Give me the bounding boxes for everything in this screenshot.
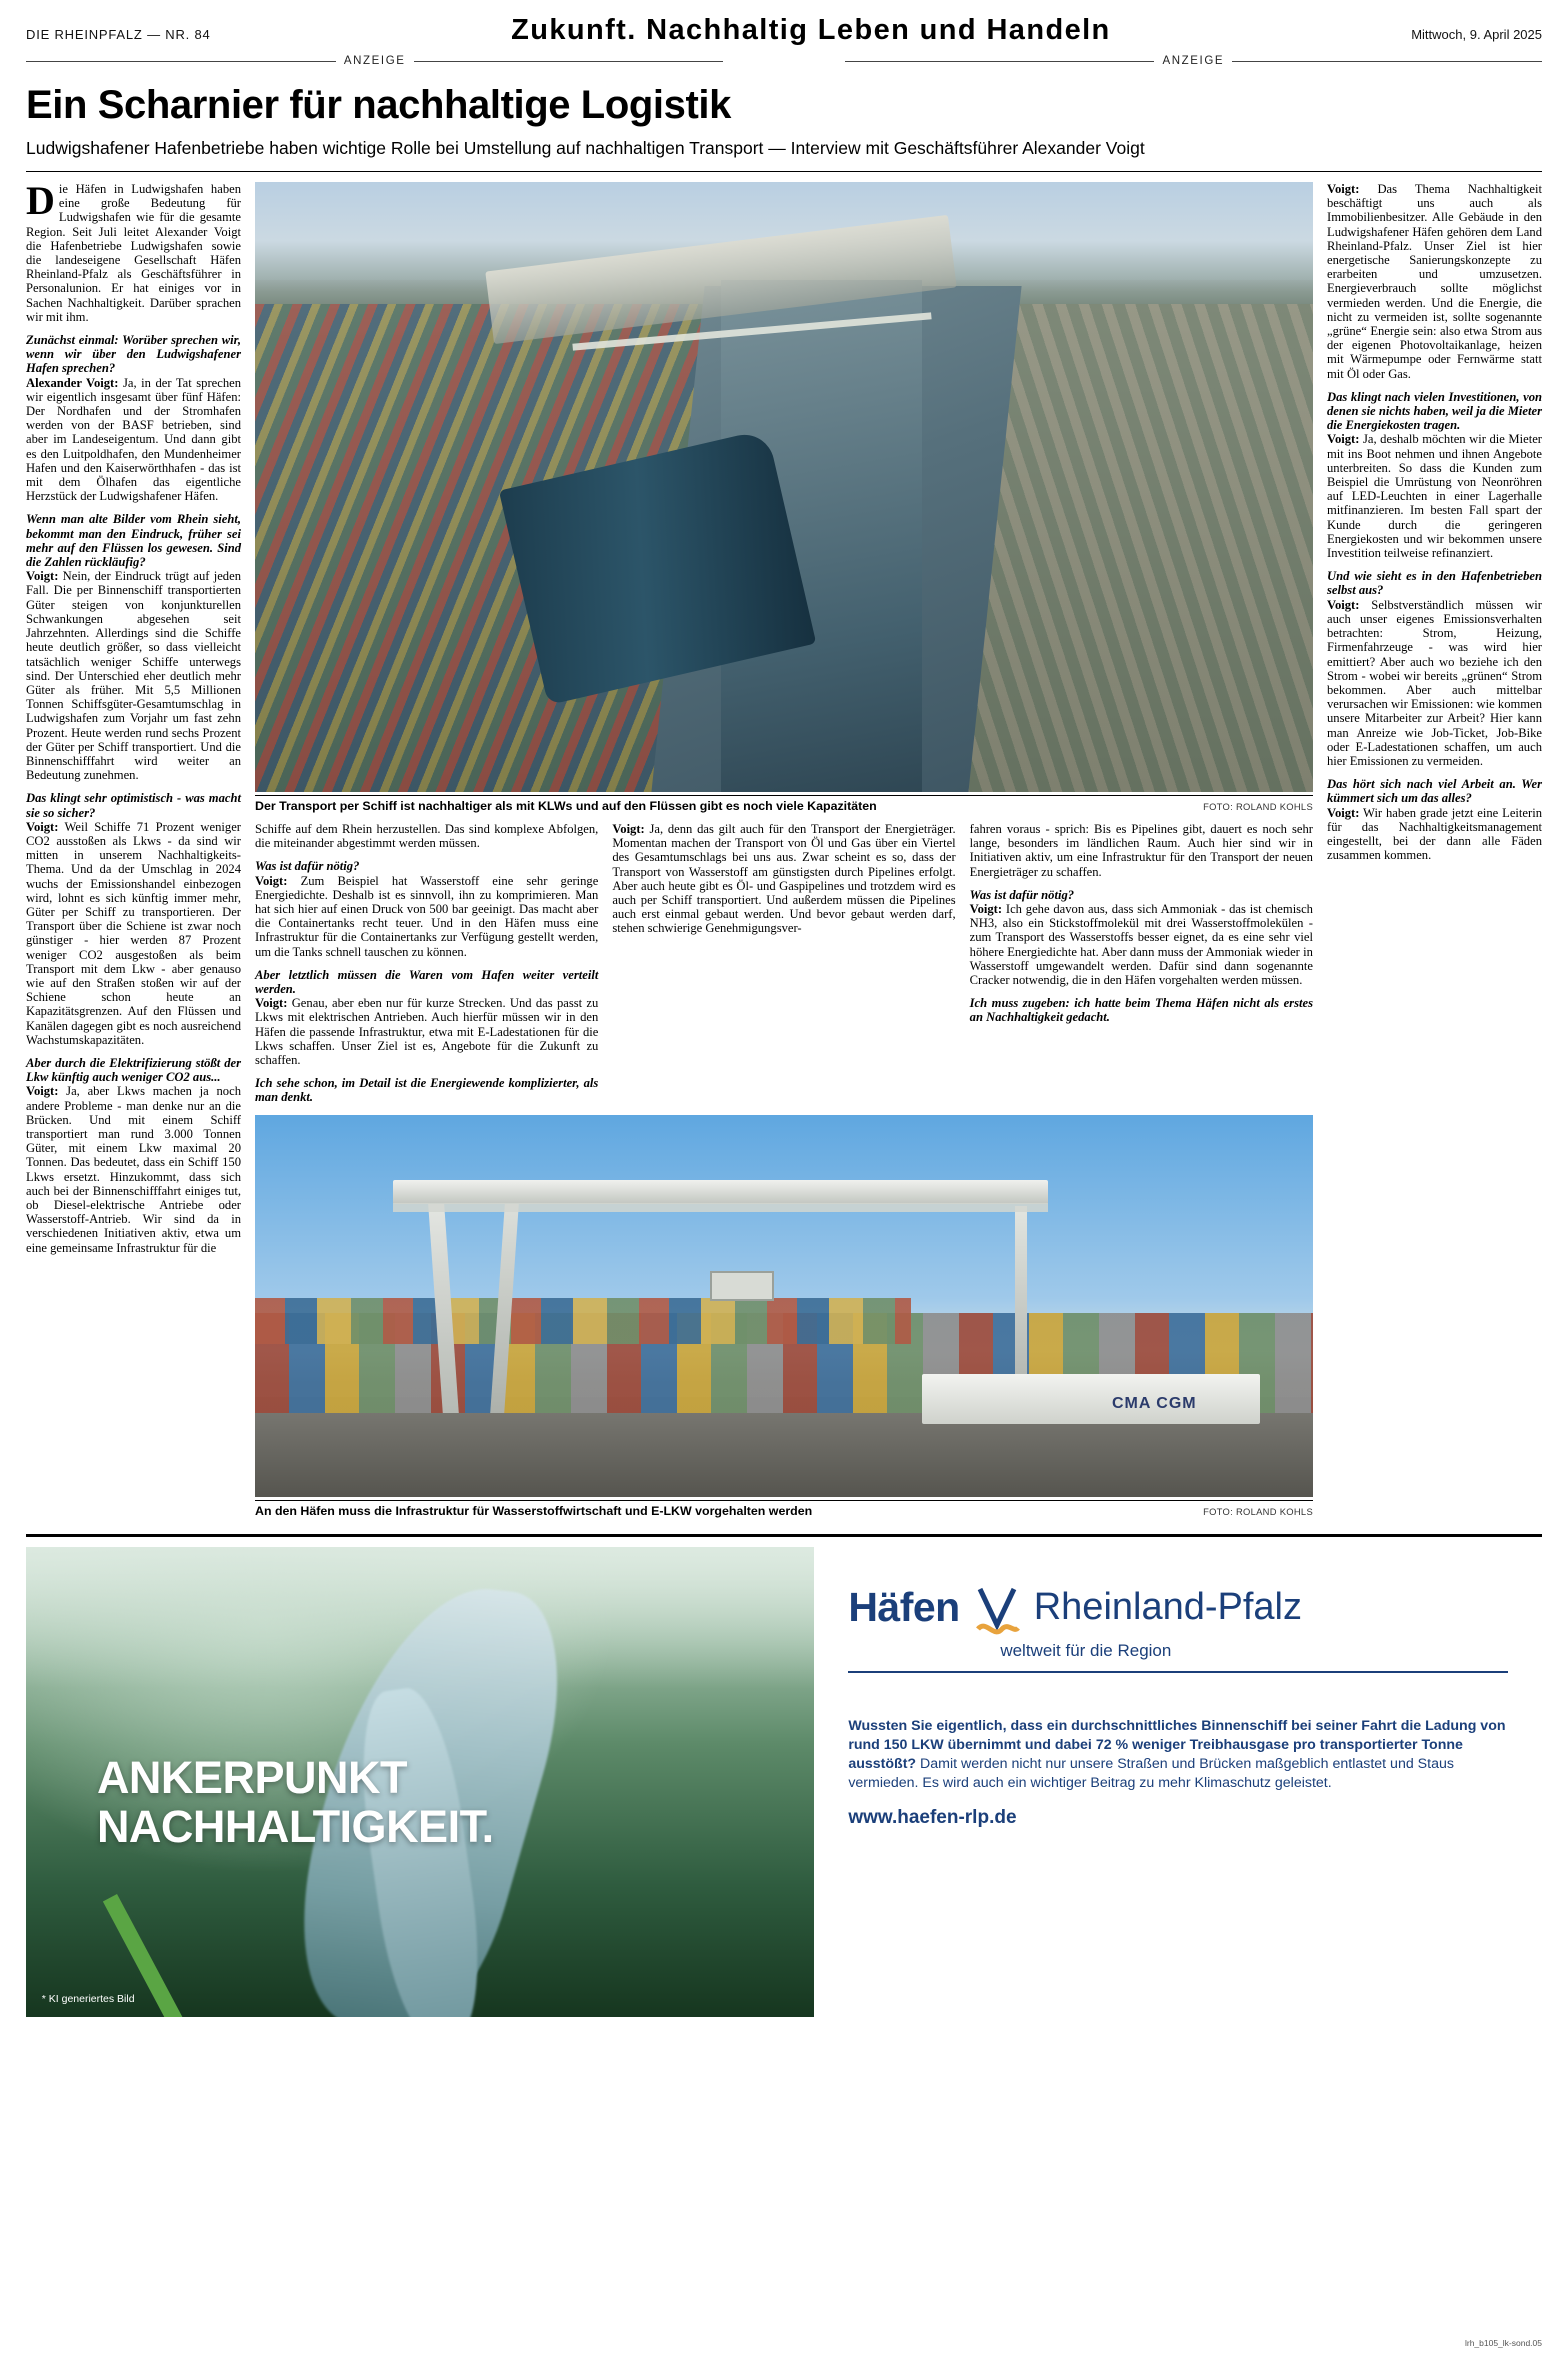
answer <box>612 822 955 936</box>
answer-text: Wir haben grade jetzt eine Leiterin für das Nachhaltigkeitsmanagement eingestellt, bei der dann alle Fäden zusammen kommen. <box>1327 805 1542 863</box>
photo-caption: Der Transport per Schiff ist nachhaltiger als mit KLWs und auf den Flüssen gibt es noch viele Kapazitäten <box>255 799 877 813</box>
ad-separator <box>26 1534 1542 1537</box>
answer <box>970 902 1313 987</box>
photo-2-caption-row <box>255 1500 1313 1518</box>
column-2 <box>255 822 598 1105</box>
article-lead: Die Häfen in Ludwigshafen haben eine große Bedeutung für Ludwigshafen wie für die gesamte Region. Seit Juli leitet Alexander Voigt die Hafenbetriebe Ludwigshafen sowie die landeseigene Gesellschaft Häfen Rheinland-Pfalz als Geschäftsführer in Personalunion. Er hat einiges vor in Sachen Nachhaltigkeit. Darüber sprachen wir mit ihm. <box>26 178 241 324</box>
answer <box>1327 432 1542 560</box>
question: Das klingt nach vielen Investitionen, von denen sie nichts haben, weil ja die Mieter die Energiekosten tragen. <box>1327 389 1542 433</box>
answer <box>255 996 598 1067</box>
anzeige-row <box>0 47 1568 67</box>
question: Wenn man alte Bilder vom Rhein sieht, bekommt man den Eindruck, früher sei mehr auf den Flüssen los gewesen. Sind die Zahlen rückläufig? <box>26 512 241 570</box>
photo-crane-leg-right <box>1015 1206 1027 1397</box>
question: Zunächst einmal: Worüber sprechen wir, wenn wir über den Ludwigshafener Hafen sprechen? <box>26 333 241 376</box>
answer-speaker: Alexander Voigt: <box>26 375 119 390</box>
masthead <box>0 0 1568 47</box>
answer-speaker: Voigt: <box>255 996 288 1011</box>
anzeige-label-right: ANZEIGE <box>1162 55 1225 67</box>
ad-logo-tagline: weltweit für die Region <box>1000 1640 1172 1660</box>
answer <box>1327 806 1542 863</box>
ad-url[interactable]: www.haefen-rlp.de <box>848 1806 1017 1828</box>
answer <box>26 569 241 782</box>
print-code: lrh_b105_lk-sond.05 <box>1464 2338 1542 2348</box>
column-middle <box>255 182 1313 1518</box>
article-body <box>26 178 1542 1518</box>
column-4 <box>970 822 1313 1105</box>
rule-left-2 <box>414 61 724 62</box>
question: Das hört sich nach viel Arbeit an. Wer kümmert sich um das alles? <box>1327 777 1542 806</box>
anchor-wave-icon <box>974 1585 1020 1639</box>
ad-claim-line-1: ANKERPUNKT <box>96 1752 407 1804</box>
question: Ich sehe schon, im Detail ist die Energiewende komplizierter, als man denkt. <box>255 1076 599 1105</box>
anzeige-right <box>845 55 1542 67</box>
advertisement[interactable] <box>26 1547 1542 2017</box>
answer-text: Nein, der Eindruck trügt auf jeden Fall. Die per Binnenschiff transportierten Güter steigen von konjunkturellen Schwankungen abgesehen seit Jahrzehnten. Allerdings sind die Schiffe heute deutlich größer, so dass vielleicht tatsächlich weniger Schiffe unterwegs sind. Der Unterschied eher deutlich mehr Güter als früher. Mit 5,5 Millionen Tonnen Schiffsgüter-Gesamtumschlag in Ludwigshafen zum Vorjahr um fast zehn Prozent. Heute werden rund sechs Prozent der Güter per Schiff transportiert. Und die Binnenschifffahrt wird weiter an Bedeutung zunehmen. <box>26 569 241 783</box>
answer-speaker: Voigt: <box>612 822 645 836</box>
answer-text: Zum Beispiel hat Wasserstoff eine sehr geringe Energiedichte. Deshalb ist es sinnvoll, ihn zu komprimieren. Man hat sich hier auf einen Druck von 500 bar geeinigt. Das macht aber die Containertanks recht teuer. Und in den Häfen muss eine Infrastruktur für die Containertanks zur Verfügung gestellt werden, um die Tanks schnell tauschen zu können. <box>255 873 599 959</box>
ad-logo-rule <box>848 1671 1508 1673</box>
answer-text: Ja, denn das gilt auch für den Transport der Energieträger. Momentan machen der Transport von Öl und Gas über ein Viertel des Gesamtumschlags bei uns aus. Zwar scheint es so, dass der Transport von Wasserstoff am günstigsten durch Pipelines erfolgt. Aber auch heute gibt es Öl- und Gaspipelines und trotzdem wird es auch per Schiff transportiert. Und außerdem müssen die Pipelines auch erst einmal gebaut werden. Und bevor gebaut werden darf, stehen schwierige Genehmigungsver- <box>612 822 956 936</box>
question: Aber durch die Elektrifizierung stößt der Lkw künftig auch weniger CO2 aus... <box>26 1055 241 1085</box>
answer <box>1327 182 1542 381</box>
ad-logo-secondary: Rheinland-Pfalz <box>1033 1585 1302 1628</box>
question: Ich muss zugeben: ich hatte beim Thema Häfen nicht als erstes an Nachhaltigkeit gedacht. <box>969 996 1313 1025</box>
ad-copy-bold: Wussten Sie eigentlich, dass ein durchschnittliches Binnenschiff bei seiner Fahrt die Ladung von rund 150 LKW übernimmt und dabei 72 % weniger Treibhausgase pro transportierter Tonne ausstößt? <box>848 1717 1506 1772</box>
photo-1-wrapper <box>255 182 1313 813</box>
masthead-title: Zukunft. Nachhaltig Leben und Handeln <box>511 14 1111 46</box>
continuation-text: Schiffe auf dem Rhein herzustellen. Das sind komplexe Abfolgen, die miteinander abgestimmt werden müssen. <box>255 822 599 851</box>
photo-truck-label: CMA CGM <box>1112 1394 1197 1412</box>
photo-container-stack <box>255 1298 911 1344</box>
question: Aber letztlich müssen die Waren vom Hafen weiter verteilt werden. <box>255 967 599 997</box>
answer-speaker: Voigt: <box>969 902 1003 917</box>
rule-right <box>845 61 1155 62</box>
answer-speaker: Voigt: <box>1327 432 1360 447</box>
photo-1-caption-row <box>255 795 1313 813</box>
question: Was ist dafür nötig? <box>969 887 1075 902</box>
col1-block <box>26 333 241 1255</box>
answer-text: Weil Schiffe 71 Prozent weniger CO2 ausstoßen als Lkws - da sind wir mitten in unserem Nachhaltigkeits-Thema. Und da der Umschlag in 2024 wuchs der Emissionshandel einbezogen wird, lohnt es sich künftig immer mehr, Güter per Schiff zu transportieren. Der Transport über die Schiene ist zwar noch günstiger - hier werden 87 Prozent weniger CO2 ausgestoßen als beim Transport mit dem Lkw - aber genauso wie auf den Straßen stoßen wir auf der Schiene schon heute an Kapazitätsgrenzen. Auf den Flüssen und Kanälen dagegen gibt es noch ausreichend Wachstumskapazitäten. <box>26 819 241 1047</box>
answer-text: Ich gehe davon aus, dass sich Ammoniak - das ist chemisch NH3, also ein Stickstoffmolekül mit drei Wasserstoffmolekülen - zum Transport des Wasserstoffs besser eignet, da es eine sehr viel höhere Energiedichte hat. Aber dann muss der Ammoniak wieder in Wasserstoff umgewandelt werden. Dafür sind dann sogenannte Cracker notwendig, die in den Häfen vorgehalten werden müssen. <box>969 902 1313 988</box>
answer-speaker: Voigt: <box>1327 805 1360 820</box>
photo-credit: FOTO: ROLAND KOHLS <box>1203 801 1313 812</box>
masthead-edition: DIE RHEINPFALZ — NR. 84 <box>26 27 211 42</box>
answer-speaker: Voigt: <box>26 1084 59 1099</box>
ad-copy <box>848 1717 1508 1793</box>
continuation-text: fahren voraus - sprich: Bis es Pipelines gibt, dauert es noch sehr lange, besonders im ländlichen Raum. Auch hier sind wir in Initiativen aktiv, um eine Infrastruktur für den Transport der neuen Energieträger zu schaffen. <box>969 822 1313 879</box>
ad-logo <box>848 1585 1508 1639</box>
column-left <box>26 178 242 1518</box>
answer <box>255 874 598 959</box>
photo-2-wrapper <box>255 1115 1313 1518</box>
answer-text: Selbstverständlich müssen wir auch unser eigenes Emissionsverhalten betrachten: Strom, Heizung, Firmenfahrzeuge - was wird hier emittiert? Aber auch wo beziehe ich den Strom - wobei wir bereits „grünen“ Strom bekommen. Aber auch mittelbar verursachen wir Emissionen: wie kommen unsere Mitarbeiter zur Arbeit? Hier kann man Anreize wie Job-Ticket, Job-Bike oder E-Ladestationen schaffen, um auch hier Emissionen zu vermeiden. <box>1327 597 1542 768</box>
ad-copy-rest: Damit werden nicht nur unsere Straßen und Brücken maßgeblich entlastet und Staus vermieden. Es wird auch ein wichtiger Beitrag zu mehr Klimaschutz geleistet. <box>848 1755 1454 1791</box>
answer <box>1327 598 1542 768</box>
question: Was ist dafür nötig? <box>255 859 360 874</box>
photo-truck-trailer <box>922 1374 1261 1424</box>
column-right <box>1327 182 1542 1518</box>
answer-speaker: Voigt: <box>26 569 59 584</box>
headline-rule <box>26 171 1542 172</box>
answer-text: Ja, deshalb möchten wir die Mieter mit ins Boot nehmen und ihnen Angebote unterbreiten. So dass die Kunden zum Beispiel die Umrüstung von Neonröhren auf LED-Leuchten in einer Lagerhalle mitfinanzieren. Im besten Fall spart der Kunde durch die geringeren Energiekosten und wir bekommen unsere Investition teilweise refinanziert. <box>1327 432 1542 561</box>
terminal-crane-photo <box>255 1115 1313 1497</box>
answer <box>26 820 241 1047</box>
ad-claim-line-2: NACHHALTIGKEIT. <box>96 1801 494 1853</box>
ad-content <box>814 1547 1542 2017</box>
page-title: Ein Scharnier für nachhaltige Logistik <box>26 83 731 127</box>
answer-text: Ja, aber Lkws machen ja noch andere Probleme - man denke nur an die Brücken. Und mit einem Schiff transportiert man rund 3.000 Tonnen Güter, mit einem Lkw maximal 20 Tonnen. Das bedeutet, dass ein Schiff 150 Lkws ersetzt. Hinzukommt, dass sich auch bei der Binnenschifffahrt einiges tut, ob Diesel-elektrische Antriebe oder Wasserstoff-Antrieb. Wir sind da in verschiedenen Initiativen aktiv, etwa um eine gemeinsame Infrastruktur für die <box>26 1084 241 1255</box>
rule-left <box>26 61 336 62</box>
ad-image-note: * KI generiertes Bild <box>41 1992 135 2005</box>
answer-speaker: Voigt: <box>1327 597 1360 612</box>
answer-speaker: Voigt: <box>26 819 59 834</box>
answer-text: Genau, aber eben nur für kurze Strecken. Und das passt zu Lkws mit elektrischen Antrieben. Auch hierfür müssen wir in den Häfen die passende Infrastruktur, etwa mit E-Ladestationen für die Lkws schaffen. Unser Ziel ist es, Angebote für die Zukunft zu schaffen. <box>255 996 599 1068</box>
answer-speaker: Voigt: <box>1327 182 1360 196</box>
rule-right-2 <box>1232 61 1542 62</box>
ad-image <box>26 1547 814 2017</box>
anzeige-label-left: ANZEIGE <box>343 55 406 67</box>
masthead-date: Mittwoch, 9. April 2025 <box>1411 27 1542 42</box>
photo-caption: An den Häfen muss die Infrastruktur für Wasserstoffwirtschaft und E-LKW vorgehalten werden <box>255 1503 813 1518</box>
question: Und wie sieht es in den Hafenbetrieben selbst aus? <box>1327 569 1542 598</box>
photo-crane-beam-lower <box>393 1203 1049 1212</box>
middle-text-columns <box>255 822 1313 1105</box>
answer <box>26 1084 241 1254</box>
answer-speaker: Voigt: <box>255 873 288 888</box>
answer-text: Das Thema Nachhaltigkeit beschäftigt uns auch als Immobilienbesitzer. Alle Gebäude in den Ludwigshafener Häfen gehören dem Land Rheinland-Pfalz. Unser Ziel ist hier energetische Sanierungskonzepte zu erarbeiten und umzusetzen. Energieverbrauch sollte möglichst vermieden werden. Und die Energie, die nicht zu vermeiden ist, sollte sogenannte „grüne“ Energie sein: also etwa Strom aus der eigenen Photovoltaikanlage, heizen mit Wärmepumpe oder Fernwärme statt mit Öl oder Gas. <box>1327 182 1542 381</box>
photo-credit: FOTO: ROLAND KOHLS <box>1203 1505 1313 1517</box>
ad-logo-main: Häfen <box>848 1583 960 1630</box>
photo-crane-spreader <box>710 1271 774 1301</box>
ad-claim <box>97 1753 494 1851</box>
article-subhead: Ludwigshafener Hafenbetriebe haben wichtige Rolle bei Umstellung auf nachhaltigen Transport — Interview mit Geschäftsführer Alexander Voigt <box>26 138 1145 158</box>
column-3 <box>612 822 955 1105</box>
anzeige-left <box>26 55 723 67</box>
answer <box>26 376 241 504</box>
answer-text: Ja, in der Tat sprechen wir eigentlich insgesamt über fünf Häfen: Der Nordhafen und der Stromhafen werden von der BASF betrieben, sind aber im Landeseigentum. Und dann gibt es den Luitpoldhafen, den Mundenheimer Hafen und den Kaiserwörthhafen - das ist mit dem Ölhafen das eigentliche Herzstück der Ludwigshafener Häfen. <box>26 375 242 504</box>
harbour-aerial-photo <box>255 182 1313 792</box>
question: Das klingt sehr optimistisch - was macht sie so sicher? <box>26 791 241 820</box>
photo-crane-beam <box>393 1180 1049 1204</box>
